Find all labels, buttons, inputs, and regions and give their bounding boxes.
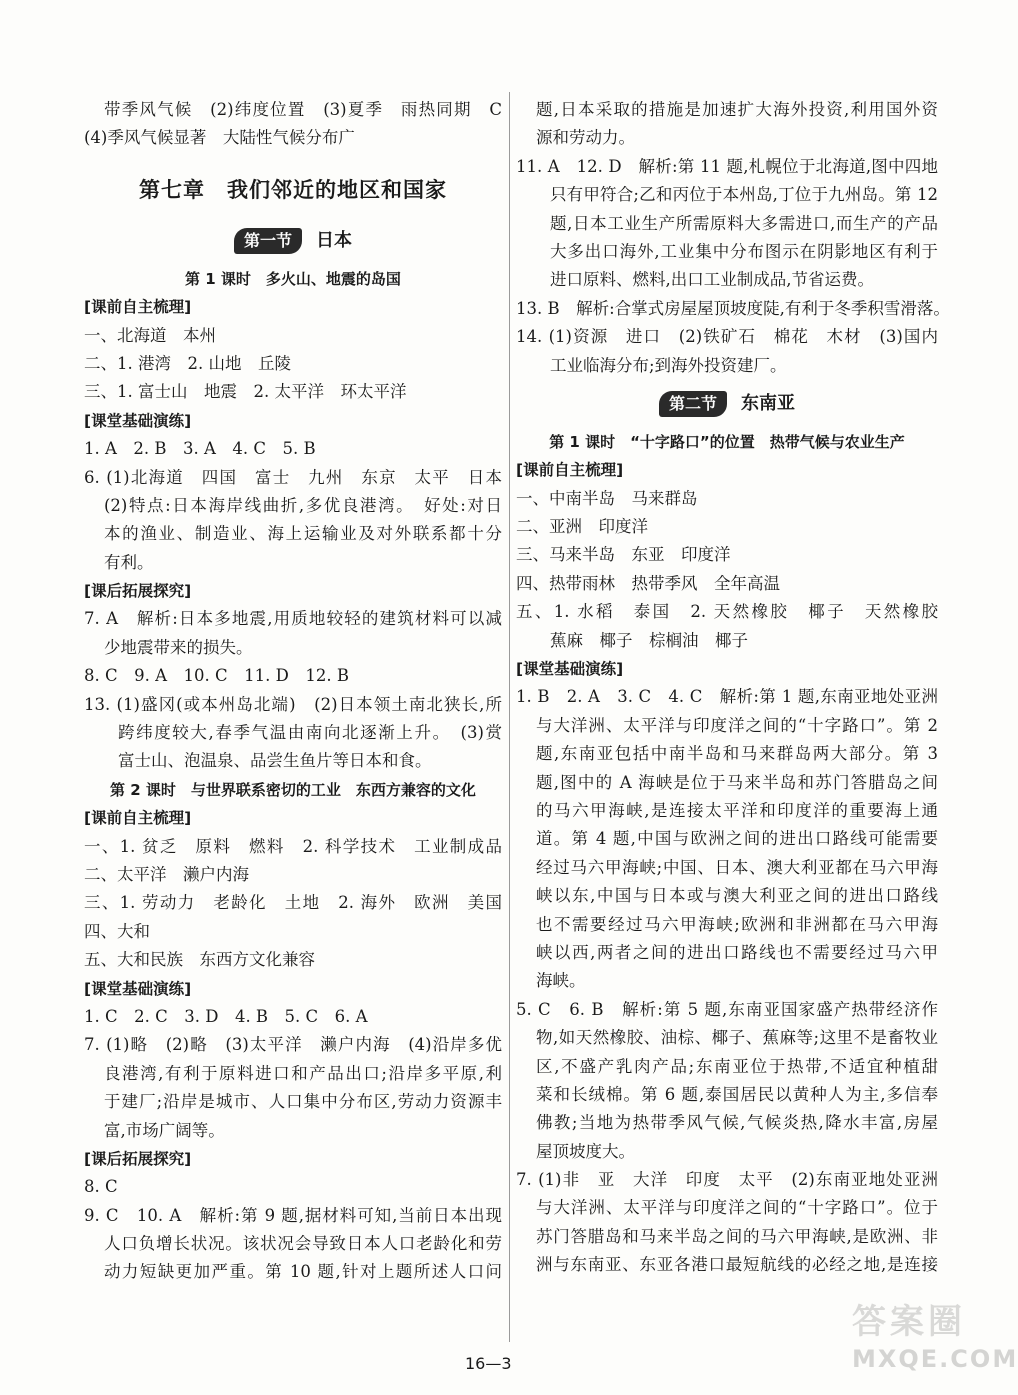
text-line: (4)季风气候显著 大陆性气候分布广 (84, 128, 355, 148)
text-line: 富士山、泡温泉、品尝生鱼片等日本和食。 (118, 751, 432, 771)
section-badge: 第二节 (659, 391, 727, 417)
lesson-title: 第 2 课时 与世界联系密切的工业 东西方兼容的文化 (110, 780, 476, 799)
text-line: 8. C (84, 1177, 118, 1197)
watermark-top: 答案圈 (852, 1302, 966, 1342)
text-line: 也不需要经过马六甲海峡;欧洲和非洲都在马六甲海 (536, 914, 938, 934)
text-line: 1. B 2. A 3. C 4. C 解析:第 1 题,东南亚地处亚洲 (516, 687, 938, 707)
text-line: 于建厂;沿岸是城市、人口集中分布区,劳动力资源丰 (104, 1092, 502, 1112)
text-line: 三、1. 富士山 地震 2. 太平洋 环太平洋 (84, 382, 407, 402)
text-line: 蕉麻 椰子 棕榈油 椰子 (550, 630, 748, 650)
subsection-tag: [课堂基础演练] (84, 411, 192, 430)
subsection-tag: [课后拓展探究] (84, 1149, 192, 1168)
text-line: 动力短缺更加严重。第 10 题,针对上题所述人口问 (104, 1262, 502, 1282)
text-line: 跨纬度较大,春季气温由南向北逐渐上升。 (3)赏 (118, 723, 502, 743)
text-line: 二、1. 港湾 2. 山地 丘陵 (84, 353, 291, 373)
text-line: 一、北海道 本州 (84, 325, 216, 345)
text-line: 大多出口海外,工业集中分布图示在阴影地区有利于 (550, 241, 938, 261)
text-line: 本的渔业、制造业、海上运输业及对外联系都十分 (104, 524, 502, 544)
text-line: 物,如天然橡胶、油棕、椰子、蕉麻等;这里不是畜牧业 (536, 1028, 938, 1048)
page-number: 16—3 (465, 1354, 512, 1373)
text-line: 13. (1)盛冈(或本州岛北端) (2)日本领土南北狭长,所 (84, 694, 502, 714)
text-line: 题,东南亚包括中南半岛和马来群岛两大部分。第 3 (536, 744, 938, 764)
text-line: 少地震带来的损失。 (104, 637, 253, 657)
text-line: 只有甲符合;乙和丙位于本州岛,丁位于九州岛。第 12 (550, 185, 938, 205)
lesson-title: 第 1 课时 多火山、地震的岛国 (185, 269, 401, 288)
text-line: 带季风气候 (2)纬度位置 (3)夏季 雨热同期 C (104, 100, 502, 119)
subsection-tag: [课前自主梳理] (516, 461, 624, 480)
text-line: 13. B 解析:合掌式房屋屋顶坡度陡,有利于冬季积雪滑落。 (516, 298, 950, 318)
text-line: 11. A 12. D 解析:第 11 题,札幌位于北海道,图中四地 (516, 156, 938, 176)
text-line: 题,图中的 A 海峡是位于马来半岛和苏门答腊岛之间 (536, 772, 938, 792)
text-line: 8. C 9. A 10. C 11. D 12. B (84, 666, 349, 686)
text-line: 一、1. 贫乏 原料 燃料 2. 科学技术 工业制成品 (84, 836, 502, 856)
text-line: 7. A 解析:日本多地震,用质地较轻的建筑材料可以减 (84, 609, 502, 629)
section-heading (84, 221, 502, 261)
text-line: 四、大和 (84, 921, 150, 941)
text-line: 7. (1)略 (2)略 (3)太平洋 濑户内海 (4)沿岸多优 (84, 1035, 502, 1055)
text-line: 题,日本工业生产所需原料大多需进口,而生产的产品 (550, 213, 938, 233)
text-line: 6. (1)北海道 四国 富士 九州 东京 太平 日本 (84, 467, 502, 487)
text-line: 14. (1)资源 进口 (2)铁矿石 棉花 木材 (3)国内 (516, 327, 938, 347)
text-line: 区,不盛产乳肉产品;东南亚位于热带,不适宜种植甜 (536, 1056, 938, 1076)
text-line: 一、中南半岛 马来群岛 (516, 488, 698, 508)
text-line: 的马六甲海峡,是连接太平洋和印度洋的重要海上通 (536, 800, 938, 820)
text-line: 三、马来半岛 东亚 印度洋 (516, 545, 731, 565)
text-line: 题,日本采取的措施是加速扩大海外投资,利用国外资 (536, 100, 938, 119)
watermark-bottom: MXQE.COM (852, 1345, 1018, 1373)
text-line: 菜和长绒棉。第 6 题,泰国居民以黄种人为主,多信奉 (536, 1084, 938, 1104)
text-line: 与大洋洲、太平洋与印度洋之间的“十字路口”。位于 (536, 1198, 938, 1218)
right-column (516, 96, 950, 1280)
text-line: 人口负增长状况。该状况会导致日本人口老龄化和劳 (104, 1234, 502, 1254)
text-line: 与大洋洲、太平洋与印度洋之间的“十字路口”。第 2 (536, 715, 938, 735)
subsection-tag: [课堂基础演练] (84, 979, 192, 998)
text-line: 二、太平洋 濑户内海 (84, 864, 249, 884)
text-line: 9. C 10. A 解析:第 9 题,据材料可知,当前日本出现 (84, 1205, 502, 1225)
text-line: 五、1. 水稻 泰国 2. 天然橡胶 椰子 天然橡胶 (516, 602, 938, 622)
section-badge: 第一节 (234, 228, 302, 254)
text-line: 佛教;当地为热带季风气候,气候炎热,降水丰富,房屋 (536, 1113, 938, 1133)
text-line: 道。第 4 题,中国与欧洲之间的进出口路线可能需要 (536, 829, 938, 849)
text-line: 富,市场广阔等。 (104, 1120, 225, 1140)
text-line: 经过马六甲海峡;中国、日本、澳大利亚都在马六甲海 (536, 857, 938, 877)
section-heading (516, 384, 938, 424)
text-line: 1. A 2. B 3. A 4. C 5. B (84, 439, 316, 459)
text-line: 洲与东南亚、东亚各港口最短航线的必经之地,是连接 (536, 1255, 938, 1275)
text-line: 三、1. 劳动力 老龄化 土地 2. 海外 欧洲 美国 (84, 893, 502, 913)
text-line: 二、亚洲 印度洋 (516, 517, 648, 537)
column-divider (509, 92, 510, 1342)
text-line: 良港湾,有利于原料进口和产品出口;沿岸多平原,利 (104, 1063, 502, 1083)
left-column (84, 96, 502, 1287)
text-line: 1. C 2. C 3. D 4. B 5. C 6. A (84, 1006, 368, 1026)
subsection-tag: [课前自主梳理] (84, 809, 192, 828)
text-line: 7. (1)非 亚 大洋 印度 太平 (2)东南亚地处亚洲 (516, 1170, 938, 1190)
text-line: 峡以东,中国与日本或与澳大利亚之间的进出口路线 (536, 886, 938, 906)
lesson-title: 第 1 课时 “十字路口”的位置 热带气候与农业生产 (549, 432, 905, 451)
text-line: 工业临海分布;到海外投资建厂。 (550, 355, 787, 375)
text-line: (2)特点:日本海岸线曲折,多优良港湾。 好处:对日 (104, 495, 502, 515)
text-line: 有利。 (104, 552, 154, 572)
section-title: 日本 (316, 230, 352, 252)
text-line: 峡以西,两者之间的进出口路线也不需要经过马六甲 (536, 942, 938, 962)
text-line: 5. C 6. B 解析:第 5 题,东南亚国家盛产热带经济作 (516, 999, 938, 1019)
text-line: 五、大和民族 东西方文化兼容 (84, 950, 315, 970)
text-line: 屋顶坡度大。 (536, 1141, 635, 1161)
chapter-title: 第七章 我们邻近的地区和国家 (139, 177, 447, 202)
text-line: 四、热带雨林 热带季风 全年高温 (516, 573, 780, 593)
section-title: 东南亚 (741, 393, 795, 415)
subsection-tag: [课前自主梳理] (84, 298, 192, 317)
subsection-tag: [课后拓展探究] (84, 582, 192, 601)
text-line: 海峡。 (536, 971, 586, 991)
subsection-tag: [课堂基础演练] (516, 660, 624, 679)
text-line: 进口原料、燃料,出口工业制成品,节省运费。 (550, 270, 874, 290)
text-line: 苏门答腊岛和马来半岛之间的马六甲海峡,是欧洲、非 (536, 1226, 938, 1246)
watermark-logo (852, 1300, 1018, 1386)
text-line: 源和劳动力。 (536, 128, 635, 148)
